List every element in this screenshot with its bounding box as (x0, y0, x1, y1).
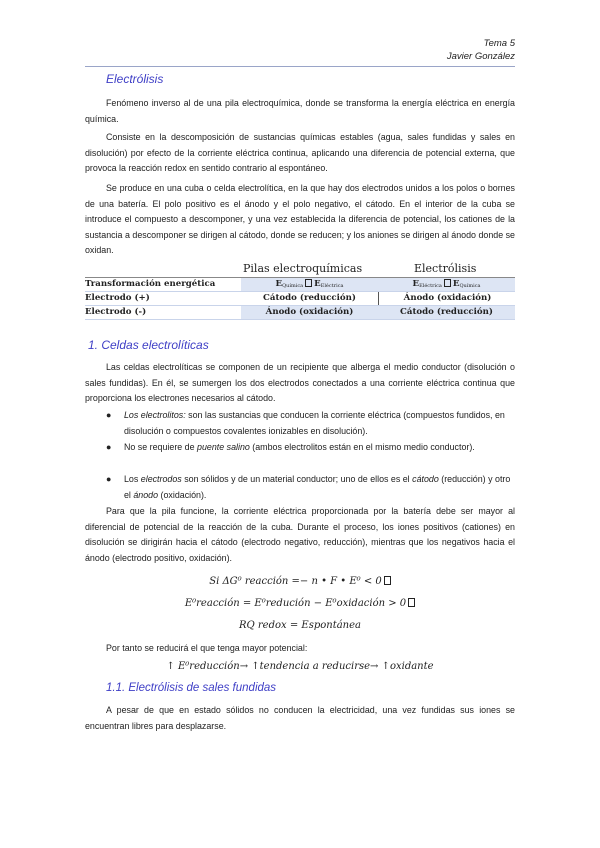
cell-pila-electrodo-positivo: Cátodo (reducción) (263, 293, 356, 303)
equation-reduction-trend: ↑ E⁰reducción→ ↑tendencia a reducirse→ ↑oxidante (166, 661, 434, 672)
section-title-celdas: 1. Celdas electrolíticas (88, 338, 209, 352)
cell-elec-electrodo-positivo: Ánodo (oxidación) (378, 292, 516, 305)
intro-paragraph-3: Se produce en una cuba o celda electrolítica, en la que hay dos electrodos unidos a los polos o bornes de una batería. El polo positivo es el ánodo y el polo negativo, el cátodo. En el interior de la cuba se introduce el compuesto a descomponer, y una vez establecida la diferencia de potencial, los cationes de la sustancia a descomponer se dirigen al cátodo, donde se reducen; y los aniones se dirigen al ánodo donde se oxidan. (85, 183, 515, 256)
table-row (85, 306, 515, 320)
header-author: Javier González (446, 51, 515, 62)
bullet-icon: ● (106, 410, 112, 420)
bullet-icon: ● (106, 474, 112, 484)
intro-paragraph-1: Fenómeno inverso al de una pila electroquímica, donde se transforma la energía eléctrica en energía química. (85, 98, 515, 124)
equation-potential: E⁰reacción = E⁰redución − E⁰oxidación > 0 (85, 598, 515, 609)
row-label-transformacion: Transformación energética (85, 279, 216, 289)
header-topic: Tema 5 (483, 38, 515, 49)
equation-gibbs: Si ΔG⁰ reacción =− n • F • E⁰ < 0 (85, 576, 515, 587)
section1-paragraph-3: Por tanto se reducirá el que tenga mayor potencial: (106, 643, 308, 653)
section11-paragraph-1: A pesar de que en estado sólidos no conducen la electricidad, una vez fundidas sus iones se encuentran libres para desplazarse. (85, 705, 515, 731)
table-header-row (85, 261, 515, 277)
table-row (85, 277, 515, 292)
col-header-electrolisis: Electrólisis (414, 262, 477, 275)
cell-elec-transformacion: $E_{Eléctrica}$ $E_{Química}$ (378, 278, 515, 291)
cell-pila-electrodo-negativo: Ánodo (oxidación) (241, 306, 378, 319)
box-icon (384, 576, 391, 585)
section-title-electrolisis: Electrólisis (106, 72, 164, 86)
box-icon (408, 598, 415, 607)
comparison-table (85, 261, 515, 320)
row-label-electrodo-negativo: Electrodo (-) (85, 307, 147, 317)
list-item: ● Los electrodos son sólidos y de un material conductor; uno de ellos es el cátodo (reducción) y otro el ánodo (oxidación). (106, 474, 511, 500)
arrow-box-icon (305, 279, 312, 287)
section1-paragraph-2: Para que la pila funcione, la corriente eléctrica proporcionada por la batería debe ser mayor al diferencial de potencial de la reacción de la cuba. Durante el proceso, los iones positivos (cationes) en disolución se dirigirán hacia el cátodo (electrodo negativo, reducción), mientras que los negativos hacia el ánodo (electrodo positivo, oxidación). (85, 506, 515, 563)
intro-paragraph-2: Consiste en la descomposición de sustancias químicas estables (agua, sales fundidas y sales en disolución) por efecto de la corriente eléctrica continua, aplicando una diferencia de potencial externa, que provoca la reacción redox en sentido contrario al espontáneo. (85, 132, 515, 174)
table-row (85, 292, 515, 306)
arrow-box-icon (444, 279, 451, 287)
section1-paragraph-1: Las celdas electrolíticas se componen de un recipiente que alberga el medio conductor (disolución o sales fundidas). En él, se sumergen los dos electrodos conectados a una corriente eléctrica continua que proporciona los electrones necesarios al cátodo. (85, 362, 515, 404)
list-item: ● No se requiere de puente salino (ambos electrolitos están en el mismo medio conductor). (106, 440, 515, 456)
header-divider (85, 66, 515, 67)
equation-spontaneous: RQ redox = Espontánea (239, 620, 361, 631)
section-title-sales-fundidas: 1.1. Electrólisis de sales fundidas (106, 682, 277, 694)
cell-elec-electrodo-negativo: Cátodo (reducción) (378, 306, 515, 319)
cell-pila-transformacion: $E_{Química}$ $E_{Eléctrica}$ (241, 278, 378, 291)
col-header-pilas: Pilas electroquímicas (243, 262, 363, 275)
row-label-electrodo-positivo: Electrodo (+) (85, 293, 150, 303)
list-item: ● Los electrolitos: son las sustancias que conducen la corriente eléctrica (compuestos fundidos, en disolución o compuestos covalentes ionizables en disolución). (106, 410, 505, 436)
bullet-icon: ● (106, 442, 112, 452)
